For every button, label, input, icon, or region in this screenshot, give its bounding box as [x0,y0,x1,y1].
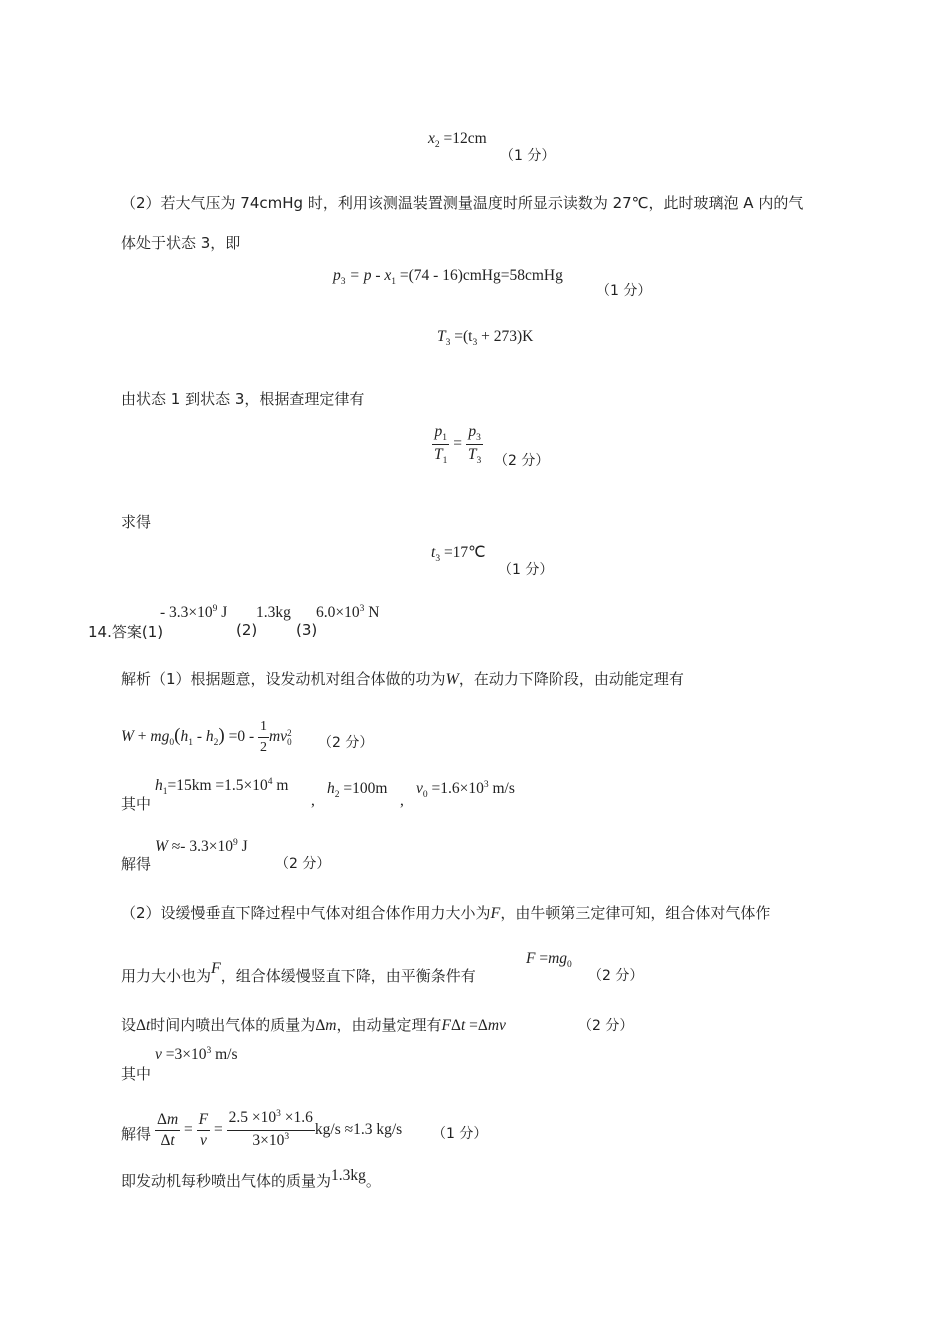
state-transition-text: 由状态 1 到状态 3，根据查理定律有 [121,390,365,408]
equation-t3: $t_3$ =17℃ [431,544,486,564]
points-label: （1 分） [596,283,652,299]
equation-T3: $T_3 =(t_3 + 273)K$ [437,328,534,348]
q14-answer-3: $6.0\times 10^3$ N [316,604,380,621]
points-label: （1 分） [432,1126,488,1142]
given-h2: $h_2 =100m$ [327,780,388,800]
points-label: （2 分） [318,735,374,751]
q14-label-3: (3) [296,621,318,639]
points-label: （2 分） [578,1018,634,1034]
given-v0: $v_0 =1.6\times 10^3$ m/s [416,780,515,800]
given-2-label: 其中 [121,1065,152,1083]
separator: , [400,792,404,809]
points-label: （1 分） [498,562,554,578]
analysis-1-text: 解析（1）根据题意，设发动机对组合体做的功为W，在动力下降阶段，由动能定理有 [121,670,684,688]
result-2-label: 解得 [121,1125,152,1143]
result-1-equation: $W \approx- 3.3\times 10^9$ J [155,838,248,855]
analysis-2-line2: 用力大小也为F，组合体缓慢竖直下降，由平衡条件有 [121,960,476,985]
equation-x2: $x_2 =12cm$ [428,130,487,150]
momentum-text: 设Δt时间内喷出气体的质量为Δm，由动量定理有FΔt =Δmv [121,1016,506,1034]
solve-label: 求得 [121,513,152,531]
paragraph-2-line1: （2）若大气压为 74cmHg 时，利用该测温装置测量温度时所显示读数为 27℃，此时玻璃泡 A 内的气 [121,194,804,212]
equation-p3: $p_3 = p - x_1 =(74$ - 16)cmHg=58cmHg [333,267,563,287]
given-h1: $h_1=15km =1.5\times 10^4$ m [155,777,289,797]
q14-answer-2: 1.3kg [256,604,291,621]
given-label: 其中 [121,795,152,813]
equation-charles-law: $\frac{p_1}{T_1}$ = $\frac{p_3}{T_3}$ [434,423,482,466]
points-label: （2 分） [275,856,331,872]
q14-answer-1: - $3.3\times 10^9$ J [160,604,228,621]
points-label: （2 分） [494,453,550,469]
paragraph-2-line2: 体处于状态 3，即 [121,234,241,252]
result-2-equation: $\frac{\Delta m}{\Delta t}$ = $\frac{F}{v}$ = $\frac{2.5 \times 10^3 \times 1.6}{3\times 10^3}$ kg/s ≈1.3 kg/s [157,1109,403,1149]
conclusion-text: 即发动机每秒喷出气体的质量为1.3kg。 [121,1167,381,1190]
q14-label: 14.答案(1) [88,623,164,641]
points-label: （1 分） [500,148,556,164]
q14-label-2: (2) [236,621,258,639]
analysis-2-line1: （2）设缓慢垂直下降过程中气体对组合体作用力大小为F，由牛顿第三定律可知，组合体对气体作 [121,904,771,922]
given-v: $v =3\times 10^3$ m/s [155,1046,238,1063]
points-label: （2 分） [588,968,644,984]
separator: , [311,792,315,809]
equation-work-energy: $W + mg_0(h_1 - h_2) =0$ - $\frac{1}{2}$ mv 2 0 [121,719,292,755]
equation-balance: $F =mg_0$ [526,950,572,970]
result-1-label: 解得 [121,855,152,873]
